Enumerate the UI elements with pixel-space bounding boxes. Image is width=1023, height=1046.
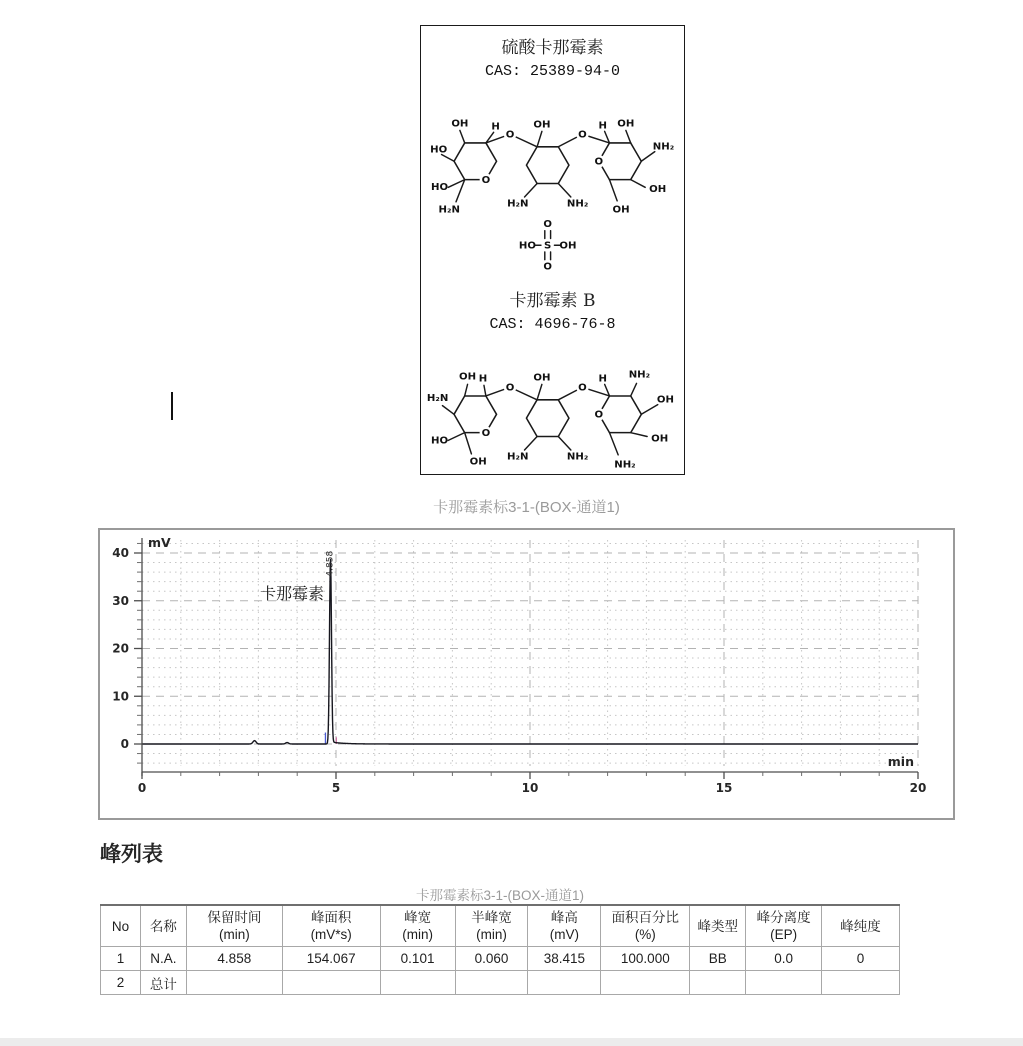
peak-table-cell: 0.060 [455,947,528,971]
compound1-cas: CAS: 25389-94-0 [484,63,621,80]
peak-table-cell: BB [690,947,746,971]
peak-table-column-header: 名称 [140,905,186,947]
peak-table-cell [690,971,746,995]
atom-label: OH [558,240,577,252]
atom-label: H₂N [438,204,460,216]
peak-table-cell: 0.101 [380,947,455,971]
peak-table-cell: 2 [101,971,141,995]
x-axis-unit-label: min [887,754,914,769]
atom-label: H [490,121,500,133]
atom-label: OH [458,371,476,383]
x-tick-label: 10 [521,781,539,795]
atom-label: O [505,382,514,394]
chromatogram-title: 卡那霉素标3-1-(BOX-通道1) [433,499,620,516]
x-tick-label: 20 [909,781,927,795]
peak-table-cell [380,971,455,995]
kanamycin-sulfate-structure-image [425,86,681,279]
peak-table [100,904,900,995]
y-tick-label: 30 [112,593,129,608]
y-tick-label: 10 [112,689,129,704]
atom-label: H₂N [506,198,528,210]
x-tick-label: 0 [137,781,147,795]
atom-label: OH [616,118,634,130]
atom-label: NH₂ [566,198,588,210]
peak-table-column-header: 半峰宽 (min) [455,905,528,947]
peak-table-cell: 154.067 [282,947,380,971]
atom-label: HO [430,182,448,194]
atom-label: OH [656,394,674,406]
atom-label: O [481,428,490,440]
atom-label: O [577,129,587,141]
peak-table-cell [282,971,380,995]
page-bottom-strip [0,1038,1023,1046]
atom-label: OH [611,204,630,216]
atom-label: O [594,409,603,421]
atom-label: NH₂ [652,141,674,153]
y-tick-label: 0 [120,737,129,751]
atom-label: O [542,261,552,273]
atom-label: O [542,218,552,230]
atom-label: O [481,174,490,186]
atom-label: OH [648,184,666,196]
y-axis-unit-label: mV [148,535,171,550]
atom-label: NH₂ [613,459,636,471]
compound-info-box [420,25,685,475]
peak-table-cell [186,971,282,995]
atom-label: OH [532,372,550,384]
peak-table-cell: 1 [101,947,141,971]
atom-label: H [597,373,607,385]
atom-label: NH₂ [628,369,650,381]
y-tick-label: 20 [112,641,129,656]
atom-label: H₂N [426,392,448,404]
x-tick-label: 5 [331,781,341,795]
atom-label: O [577,382,587,394]
compound2-name: 卡那霉素 B [509,291,596,311]
atom-label: H₂N [506,451,528,463]
peak-table-cell: 总计 [140,971,186,995]
peak-table-column-header: 峰分离度 (EP) [746,905,822,947]
structure2-atom-labels [426,370,673,471]
peak-annotation: 卡那霉素 [259,583,324,603]
peak-table-cell: 0 [822,947,900,971]
y-tick-label: 40 [112,546,129,560]
peak-table-cell: 4.858 [186,947,282,971]
atom-label: O [505,129,514,141]
atom-label: OH [450,118,468,130]
peak-table-cell [746,971,822,995]
peak-table-column-header: 面积百分比 (%) [601,905,690,947]
atom-label: S [543,240,551,252]
peak-list-heading: 峰列表 [100,843,163,866]
peak-table-cell [601,971,690,995]
atom-label: OH [469,456,487,468]
peak-table-caption: 卡那霉素标3-1-(BOX-通道1) [415,888,584,903]
atom-label: OH [532,119,550,131]
peak-table-row [101,947,900,971]
peak-table-body [101,947,900,995]
peak-table-cell [822,971,900,995]
peak-table-column-header: 峰高 (mV) [528,905,601,947]
atom-label: H [478,373,487,385]
peak-table-column-header: No [101,905,141,947]
atom-label: HO [518,240,536,252]
peak-table-cell: 38.415 [528,947,601,971]
structure1-atom-labels [430,119,674,273]
text-cursor-artifact [171,392,173,420]
peak-table-column-header: 保留时间 (min) [186,905,282,947]
peak-table-column-header: 峰类型 [690,905,746,947]
chromatogram-plot [100,530,953,818]
peak-table-cell [455,971,528,995]
peak-table-row [101,971,900,995]
atom-label: NH₂ [566,451,588,463]
peak-table-cell: 0.0 [746,947,822,971]
chart-axes [112,538,926,795]
chromatogram-panel [98,528,955,820]
chart-labels [148,535,914,769]
atom-label: HO [429,144,447,156]
x-tick-label: 15 [715,781,733,795]
peak-apex-rt-label: 4.858 [325,550,336,577]
atom-label: HO [430,435,448,447]
atom-label: H [597,120,607,132]
peak-table-cell [528,971,601,995]
kanamycin-b-structure-image [425,339,681,479]
peak-table-column-header: 峰纯度 [822,905,900,947]
peak-table-cell: 100.000 [601,947,690,971]
atom-label: O [594,156,603,168]
chart-gridlines [142,540,918,766]
peak-table-column-header: 峰面积 (mV*s) [282,905,380,947]
peak-table-cell: N.A. [140,947,186,971]
peak-table-header [101,905,900,947]
compound2-cas: CAS: 4696-76-8 [489,316,616,333]
compound1-name: 硫酸卡那霉素 [501,38,604,58]
peak-table-column-header: 峰宽 (min) [380,905,455,947]
atom-label: OH [650,433,668,445]
